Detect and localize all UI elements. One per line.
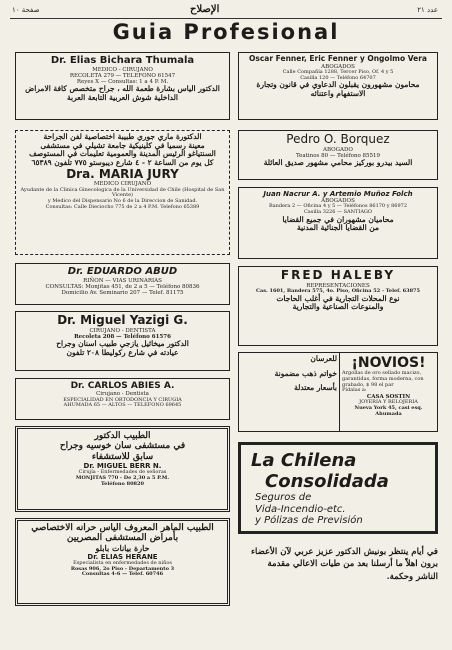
ad-arabic-line: الناشر وحكمة. — [386, 571, 438, 582]
ad-line: Consultas 4-6 — Telef. 60746 — [81, 571, 164, 578]
novios-arabic-block — [241, 355, 337, 393]
ad-line: Calle Compañía 1288, Tercer Piso, Of. 4 y 5 — [282, 68, 394, 75]
ad-name: FRED HALEBY — [280, 268, 396, 282]
ad-arabic-line: بأسعار معتدلة — [294, 383, 337, 393]
novios-divider — [339, 353, 340, 431]
notice-text — [238, 546, 438, 606]
ad-line: ABOGADOS — [321, 63, 355, 70]
page-title: Guia Profesional — [112, 20, 340, 44]
ad-name: Consolidada — [265, 470, 389, 492]
ad-name: Oscar Fenner, Eric Fenner y Ongolmo Vera — [249, 54, 427, 63]
header-rule — [10, 18, 442, 19]
ad-yazigi — [15, 311, 230, 371]
ad-line: Casilla 120 — Teléfono 64707 — [300, 74, 376, 81]
ad-arabic-line: نوع المحلات التجارية في أغلب الحاجات — [276, 293, 400, 303]
ad-line: REPRESENTACIONES — [306, 282, 370, 289]
ad-line: Recoleta 208 — Teléfono 61576 — [74, 334, 171, 341]
ad-line: Cirujía - Enfermedades de señoras — [78, 469, 167, 476]
ad-abies — [15, 378, 230, 420]
ad-line: RIÑON — VIAS URINARIAS — [83, 277, 162, 284]
ad-line: MEDICO CIRUJANO — [93, 181, 152, 188]
ad-arabic-line: عيادته في شارع ركوليطا ٢٠٨ تلفون — [66, 348, 179, 358]
ad-name: Dr. Elias Bichara Thumala — [50, 55, 195, 66]
ad-arabic-line: خواتم ذهب مضمونة — [274, 368, 337, 378]
ad-line: Reyes X — Consultas: 1 a 4 P. M. — [76, 79, 169, 86]
ad-nacrur — [238, 187, 438, 259]
ad-arabic-line: والمنوعات الصناعية والتجارية — [292, 302, 384, 312]
ad-line: Nueva York 45, casi esq. Ahumada — [354, 405, 423, 417]
ad-abud — [15, 263, 230, 305]
ad-arabic-line: سابق للاستشفاء — [91, 451, 154, 462]
ad-arabic-line: السنتياغو الرئيس المدينة والعمومية تعليمات في المستوصف — [29, 149, 216, 159]
ad-arabic-line: حارة بيانات بابلو — [95, 542, 150, 553]
ad-line: Especialista en enfermedades de niños — [73, 559, 172, 566]
ad-arabic-line: في مستشفى سان خوسيه وجراح — [59, 441, 186, 452]
ad-berr — [15, 426, 230, 512]
ad-line: CASA SOSTIN — [366, 394, 411, 401]
ad-name: Dr. EDUARDO ABUD — [67, 266, 178, 277]
page-header — [10, 4, 442, 18]
ad-arabic-line: الطبيب الماهر المعروف الياس حرانه الاختصاصي — [31, 523, 214, 533]
ad-line: JOYERIA Y RELOJERIA — [359, 399, 418, 406]
ad-arabic-line: في أيام ينتظر بونيش الدكتور عزيز عربي لآن الأعضاء — [251, 547, 438, 557]
ad-arabic-line: السيد بيدرو بوركيز محامي مشهور صديق العائلة — [263, 158, 413, 168]
ad-line: Rosas 906, 2o Piso - Departamento 3 — [70, 565, 175, 572]
ad-line: y Pólizas de Previsión — [255, 515, 363, 527]
ad-line: Pídalas a: — [342, 387, 367, 394]
ad-line: Bandera 2 — Oficina 4 y 5 — Teléfonos 86170 y 86972 — [268, 203, 408, 210]
ad-line: ABOGADOS — [321, 198, 355, 205]
ad-name: Dr. CARLOS ABIES A. — [70, 381, 175, 391]
ad-line: CONSULTAS: Monjitas 451, de 2 a 5 — Teléfono 80836 — [45, 283, 200, 290]
ad-haleby — [238, 266, 438, 346]
ad-arabic-line: للعرسان — [310, 354, 337, 363]
ad-line: Vida-Incendio-etc. — [255, 503, 346, 515]
ad-arabic-line: كل يوم من الساعة ٢ - ٤ شارع ديبوستو ٧٧٥ تلفون ٦٥٣٨٩ — [31, 157, 214, 167]
ad-line: Cas. 1601, Bandera 575, 4o. Piso, Oficina 52 - Telef. 63875 — [255, 288, 421, 295]
ad-jury — [15, 130, 230, 255]
ad-name: Dr. ELIAS HERANE — [87, 552, 158, 561]
ad-arabic-line: معينة رسميا في كلينيكية جامعة تشيلي في مستشفى — [40, 140, 205, 150]
ad-arabic-line: محاميان مشهوران في جميع القضايا — [282, 214, 394, 224]
ad-name: Dr. Miguel Yazigi G. — [57, 313, 188, 327]
ad-novios — [238, 352, 438, 432]
ad-arabic-line: الاستفهام واعتنائه — [310, 89, 366, 99]
ad-borquez — [238, 130, 438, 180]
ad-line: y Medico del Dispensario No 6 de la Direccion de Sanidad. — [47, 198, 198, 205]
ad-line: Cirujano - Dentista — [96, 391, 149, 398]
ad-line: Teatinos 80 — Teléfono 85519 — [295, 153, 381, 160]
ad-line: ABOGADO — [323, 146, 353, 153]
novios-latin-block — [342, 355, 435, 418]
ad-arabic-line: بأمراض المستشفى المصريين — [66, 533, 179, 544]
ad-line: ESPECIALIDAD EN ORTODONCIA Y CIRUGIA — [63, 396, 182, 403]
ad-herane — [15, 518, 230, 606]
ad-line: MEDICO - CIRUJANO — [92, 66, 153, 73]
ad-arabic-line: من القضايا الجنائية المدنية — [296, 223, 380, 233]
issue-number: عدد ٢١ — [417, 6, 438, 14]
ad-name: ¡NOVIOS! — [351, 355, 426, 371]
ad-line: CIRUJANO - DENTISTA — [89, 327, 156, 334]
ad-arabic-line: محامون مشهورون يقبلون الدعاوي في قانون وتجارة — [256, 80, 420, 90]
ad-line: Teléfono 80820 — [100, 480, 144, 487]
ad-line: Argollas de oro sellado macizo, garantidas, forma moderna, con grabado, $ 98 el par — [342, 370, 424, 388]
ad-name: Dra. MARIA JURY — [66, 166, 179, 181]
page-number: صفحة ١٠ — [12, 6, 40, 14]
ad-name: Juan Nacrur A. y Artemio Muñoz Folch — [263, 190, 413, 198]
ad-line: Consultas: Calle Dieciocho 775 de 2 a 4 P.M. Telefono 65389 — [45, 203, 200, 210]
ad-line: Seguros de — [255, 492, 312, 504]
ad-chilena — [238, 442, 438, 534]
ad-line: MONJITAS 770 - De 2,30 a 5 P.M. — [75, 474, 170, 481]
ad-name: Dr. MIGUEL BERR N. — [83, 462, 162, 471]
ad-fenner — [238, 52, 438, 120]
ad-line: RECOLETA 279 — TELEFONO 61547 — [69, 72, 176, 79]
ad-line: Casilla 3226 — SANTIAGO — [303, 209, 373, 216]
ad-thumala — [15, 52, 230, 120]
ad-arabic-line: برون اهلاً ما أرسلنا بعد من طيات الاعالي مقدمة — [267, 559, 438, 570]
masthead: الإصلاح — [190, 4, 220, 15]
ad-arabic-line: الدكتورة ماري جوري طبيبة اختصاصية لفن الجراحة — [43, 132, 202, 141]
ad-name: Pedro O. Borquez — [286, 132, 390, 146]
ad-arabic-line: الدكتور الياس بشارة طعمة الله ، جراح متخصص كافة الامراض — [25, 84, 220, 94]
ad-line: Ayudante de la Clinica Ginecologica de la Universidad de Chile (Hospital de San Vicente) — [20, 186, 225, 199]
ad-line: AHUMADA 65 — ALTOS — TELEFONO 69645 — [63, 402, 182, 409]
ad-arabic-line: الدكتور ميخائيل يازجي طبيب اسنان وجراح — [56, 339, 189, 349]
ad-arabic-line: الطبيب الدكتور — [94, 431, 151, 441]
ad-name: La Chilena — [251, 450, 357, 471]
ad-arabic-line: الداخلية شوش العربية التابعة العربة — [67, 93, 178, 103]
ad-line: Domicilio Av. Seminario 207 — Telef. 81175 — [61, 290, 184, 297]
